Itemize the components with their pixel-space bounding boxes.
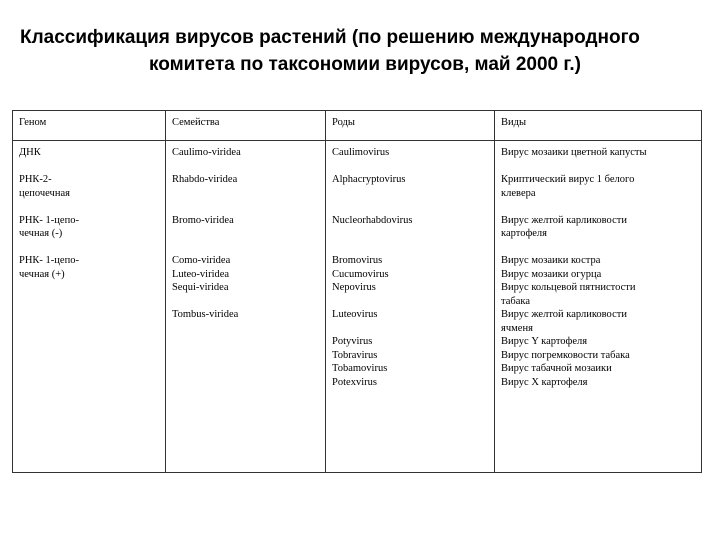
cell-text-line: РНК- 1-цепо- xyxy=(19,214,79,226)
header-families: Семейства xyxy=(165,111,325,141)
cell-text-line: Вирус кольцевой пятнистости xyxy=(501,282,636,293)
cell-text-line: Tombus-viridea xyxy=(171,309,239,320)
cell-species xyxy=(495,141,702,473)
cell-text-line xyxy=(332,241,488,255)
cell-genera xyxy=(326,141,495,473)
cell-text-line xyxy=(332,322,488,336)
cell-text-line xyxy=(332,200,488,214)
cell-text-line xyxy=(332,160,488,174)
cell-text-line: табака xyxy=(501,295,531,307)
cell-text-line xyxy=(501,241,695,255)
cell-text-line: Вирус табачной мозаики xyxy=(501,363,612,374)
cell-text-line: чечная (+) xyxy=(19,268,65,280)
cell-text-line xyxy=(172,241,319,255)
table-header-row xyxy=(13,111,702,141)
cell-text-line xyxy=(172,160,319,174)
cell-text-line: Caulimo-viridea xyxy=(171,147,241,158)
cell-text-line xyxy=(172,227,319,241)
header-species: Виды xyxy=(495,111,702,141)
cell-text-line: Вирус желтой карликовости xyxy=(501,309,627,320)
cell-text-line xyxy=(172,187,319,201)
cell-text-line: Вирус мозаики костра xyxy=(501,255,601,266)
cell-text-line xyxy=(501,160,695,174)
cell-text-line: Криптический вирус 1 белого xyxy=(501,174,635,185)
cell-text-line: Вирус Y картофеля xyxy=(501,336,588,347)
cell-genome xyxy=(13,141,166,473)
cell-text-line: РНК-2- xyxy=(19,174,52,185)
cell-families xyxy=(165,141,325,473)
cell-text-line: клевера xyxy=(501,187,536,199)
cell-text-line: Вирус мозаики огурца xyxy=(501,268,602,280)
cell-text-line: цепочечная xyxy=(19,187,70,199)
cell-text-line: Alphacryptovirus xyxy=(332,174,406,185)
cell-text-line: Luteo-viridea xyxy=(171,268,230,280)
table-row xyxy=(13,141,702,473)
cell-text-line: Tobravirus xyxy=(332,349,378,361)
cell-text-line xyxy=(19,160,159,174)
cell-text-line: Вирус желтой карликовости xyxy=(501,214,627,226)
cell-text-line: Nucleorhabdovirus xyxy=(332,214,413,226)
cell-text-line: Вирус мозаики цветной капусты xyxy=(501,147,647,158)
cell-text-line: Luteovirus xyxy=(332,309,378,320)
cell-text-line: чечная (-) xyxy=(19,228,63,239)
cell-text-line: ДНК xyxy=(19,147,41,158)
cell-text-line: Potyvirus xyxy=(332,336,373,347)
cell-text-line xyxy=(172,295,319,309)
cell-text-line: ячменя xyxy=(501,322,533,334)
cell-text-line: Вирус Х картофеля xyxy=(501,376,588,388)
cell-text-line xyxy=(332,187,488,201)
cell-text-line: Potexvirus xyxy=(332,376,377,388)
cell-text-line: Вирус погремковости табака xyxy=(501,349,630,361)
cell-text-line xyxy=(332,227,488,241)
cell-text-line xyxy=(172,200,319,214)
title-line-1: Классификация вирусов растений (по решению международного xyxy=(20,27,640,48)
cell-text-line: РНК- 1-цепо- xyxy=(19,255,79,266)
header-genome: Геном xyxy=(13,111,166,141)
cell-text-line: Nepovirus xyxy=(332,282,376,293)
cell-text-line: Bromovirus xyxy=(332,255,383,266)
classification-table xyxy=(12,110,702,473)
cell-text-line xyxy=(19,200,159,214)
cell-text-line xyxy=(19,241,159,255)
cell-text-line: Bromo-viridea xyxy=(171,214,234,226)
cell-text-line: Rhabdo-viridea xyxy=(171,174,238,185)
cell-text-line: Tobamovirus xyxy=(332,363,388,374)
cell-text-line xyxy=(501,200,695,214)
cell-text-line: Cucumovirus xyxy=(332,268,389,280)
cell-text-line: Caulimovirus xyxy=(332,147,390,158)
slide-title xyxy=(0,24,720,78)
cell-text-line: Como-viridea xyxy=(171,255,231,266)
cell-text-line: Sequi-viridea xyxy=(171,282,229,293)
cell-text-line xyxy=(332,295,488,309)
cell-text-line: картофеля xyxy=(501,228,547,239)
header-genera: Роды xyxy=(326,111,495,141)
title-line-2: комитета по таксономии вирусов, май 2000 г.) xyxy=(148,54,582,75)
